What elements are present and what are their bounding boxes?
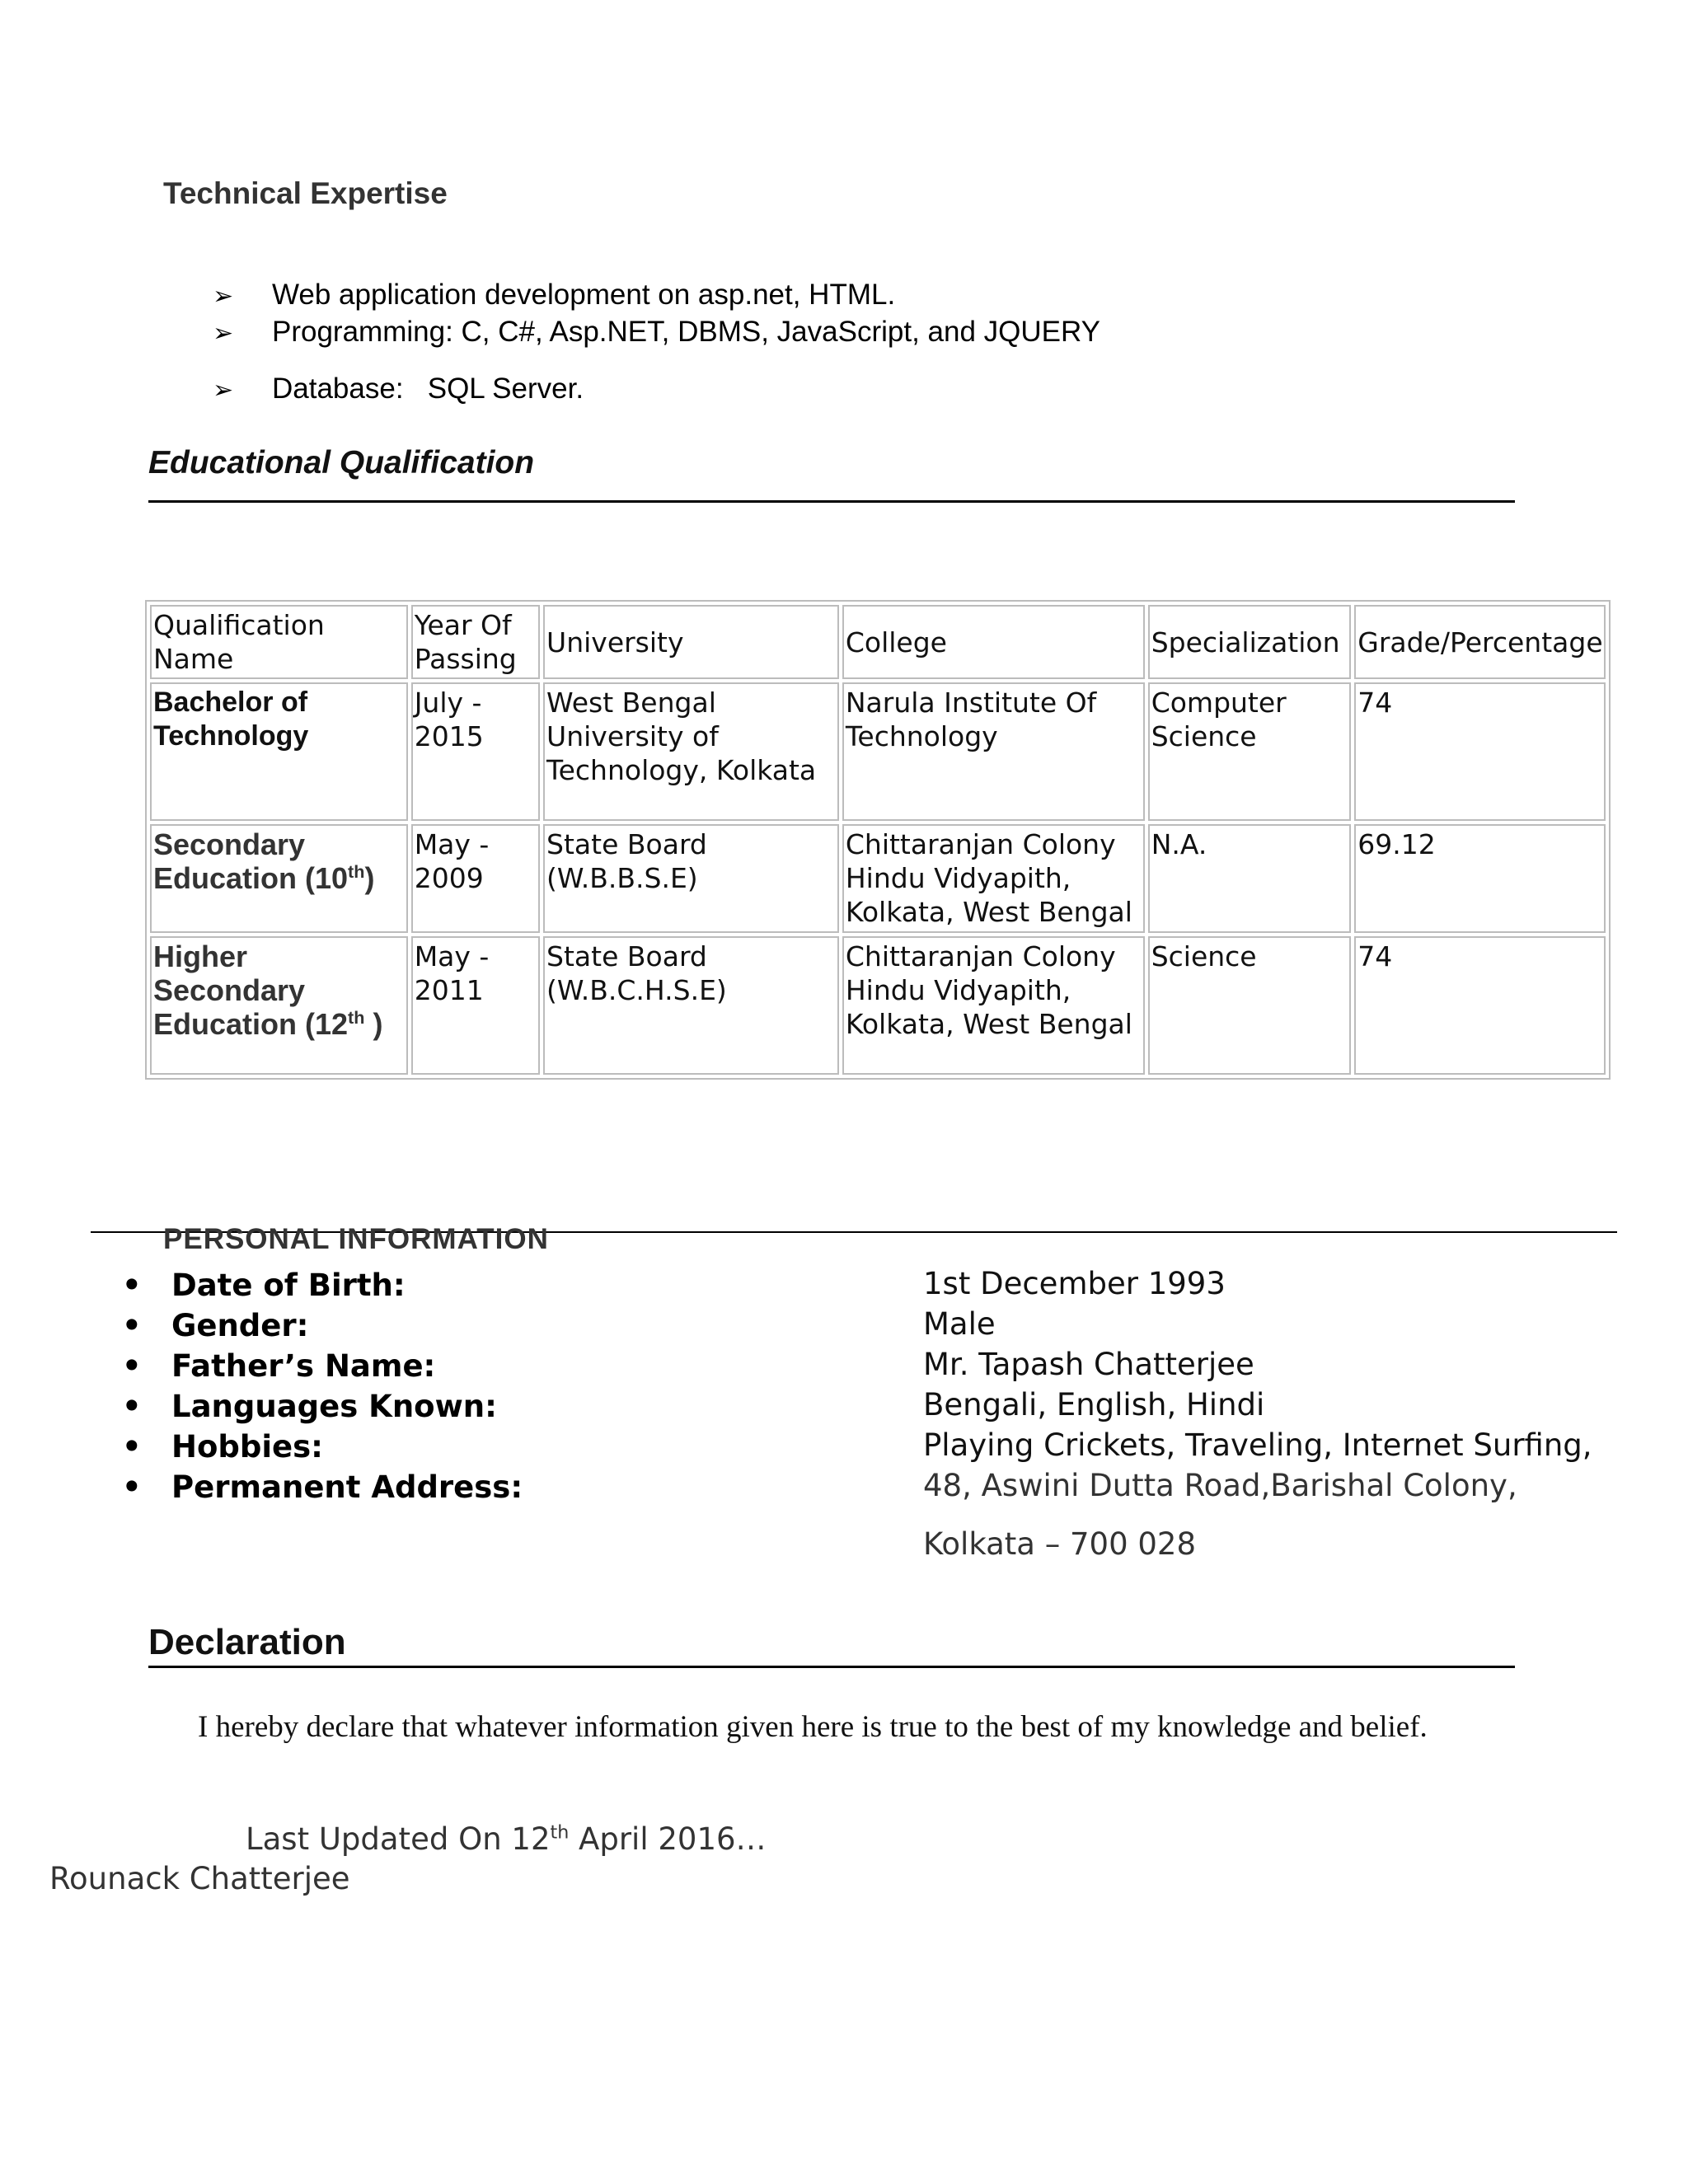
last-updated: Last Updated On 12th April 2016… bbox=[246, 1821, 767, 1857]
address-line-2: Kolkata – 700 028 bbox=[923, 1526, 1196, 1562]
column-header: Grade/Percentage bbox=[1354, 605, 1606, 679]
bullet-icon: • bbox=[122, 1348, 142, 1384]
bullet-icon: • bbox=[122, 1268, 142, 1303]
personal-information-heading: PERSONAL INFORMATION bbox=[163, 1223, 549, 1255]
list-item: • Hobbies: bbox=[122, 1429, 323, 1465]
list-item: • Date of Birth: bbox=[122, 1268, 406, 1303]
section-divider bbox=[148, 1666, 1515, 1668]
arrow-bullet-icon: ➢ bbox=[213, 282, 234, 311]
father-name-value: Mr. Tapash Chatterjee bbox=[923, 1347, 1254, 1382]
column-header: College bbox=[842, 605, 1145, 679]
college-cell: Narula Institute Of Technology bbox=[842, 682, 1145, 821]
column-header: Specialization bbox=[1148, 605, 1352, 679]
grade-cell: 74 bbox=[1354, 682, 1606, 821]
section-divider bbox=[148, 500, 1515, 503]
university-cell: State Board (W.B.B.S.E) bbox=[543, 824, 839, 933]
year-cell: May - 2009 bbox=[411, 824, 540, 933]
list-item: ➢ Web application development on asp.net, HTML. bbox=[213, 279, 896, 311]
year-cell: July - 2015 bbox=[411, 682, 540, 821]
list-item: ➢ Database: SQL Server. bbox=[213, 373, 584, 405]
hobbies-value: Playing Crickets, Traveling, Internet Surfing, bbox=[923, 1427, 1592, 1463]
bullet-icon: • bbox=[122, 1308, 142, 1343]
bullet-icon: • bbox=[122, 1469, 142, 1505]
educational-qualification-heading: Educational Qualification bbox=[148, 445, 535, 480]
year-cell: May - 2011 bbox=[411, 936, 540, 1075]
column-header: Qualification Name bbox=[150, 605, 408, 679]
declaration-text: I hereby declare that whatever information given here is true to the best of my knowledge and belief. bbox=[198, 1710, 1428, 1744]
grade-cell: 69.12 bbox=[1354, 824, 1606, 933]
table-row bbox=[150, 824, 1606, 933]
qualification-cell: Secondary Education (10th) bbox=[150, 824, 408, 933]
gender-value: Male bbox=[923, 1306, 996, 1342]
column-header: University bbox=[543, 605, 839, 679]
column-header: Year Of Passing bbox=[411, 605, 540, 679]
college-cell: Chittaranjan Colony Hindu Vidyapith, Kolkata, West Bengal bbox=[842, 936, 1145, 1075]
specialization-cell: Computer Science bbox=[1148, 682, 1352, 821]
table-row bbox=[150, 682, 1606, 821]
university-cell: West Bengal University of Technology, Kolkata bbox=[543, 682, 839, 821]
grade-cell: 74 bbox=[1354, 936, 1606, 1075]
bullet-icon: • bbox=[122, 1429, 142, 1465]
technical-expertise-heading: Technical Expertise bbox=[163, 176, 448, 210]
specialization-cell: N.A. bbox=[1148, 824, 1352, 933]
signature-name: Rounack Chatterjee bbox=[49, 1861, 350, 1896]
list-item: • Languages Known: bbox=[122, 1389, 497, 1424]
qualification-cell: Higher Secondary Education (12th ) bbox=[150, 936, 408, 1075]
education-table bbox=[145, 600, 1611, 1080]
qualification-cell: Bachelor of Technology bbox=[150, 682, 408, 821]
address-line-1: 48, Aswini Dutta Road,Barishal Colony, bbox=[923, 1468, 1517, 1503]
declaration-heading: Declaration bbox=[148, 1622, 346, 1662]
list-item: • Father’s Name: bbox=[122, 1348, 436, 1384]
arrow-bullet-icon: ➢ bbox=[213, 376, 234, 405]
dob-value: 1st December 1993 bbox=[923, 1266, 1226, 1301]
list-item: • Gender: bbox=[122, 1308, 309, 1343]
table-row bbox=[150, 936, 1606, 1075]
university-cell: State Board (W.B.C.H.S.E) bbox=[543, 936, 839, 1075]
arrow-bullet-icon: ➢ bbox=[213, 319, 234, 348]
list-item: ➢ Programming: C, C#, Asp.NET, DBMS, JavaScript, and JQUERY bbox=[213, 316, 1100, 348]
specialization-cell: Science bbox=[1148, 936, 1352, 1075]
college-cell: Chittaranjan Colony Hindu Vidyapith, Kolkata, West Bengal bbox=[842, 824, 1145, 933]
languages-value: Bengali, English, Hindi bbox=[923, 1387, 1265, 1422]
bullet-icon: • bbox=[122, 1389, 142, 1424]
list-item: • Permanent Address: bbox=[122, 1469, 523, 1505]
table-header-row bbox=[150, 605, 1606, 679]
